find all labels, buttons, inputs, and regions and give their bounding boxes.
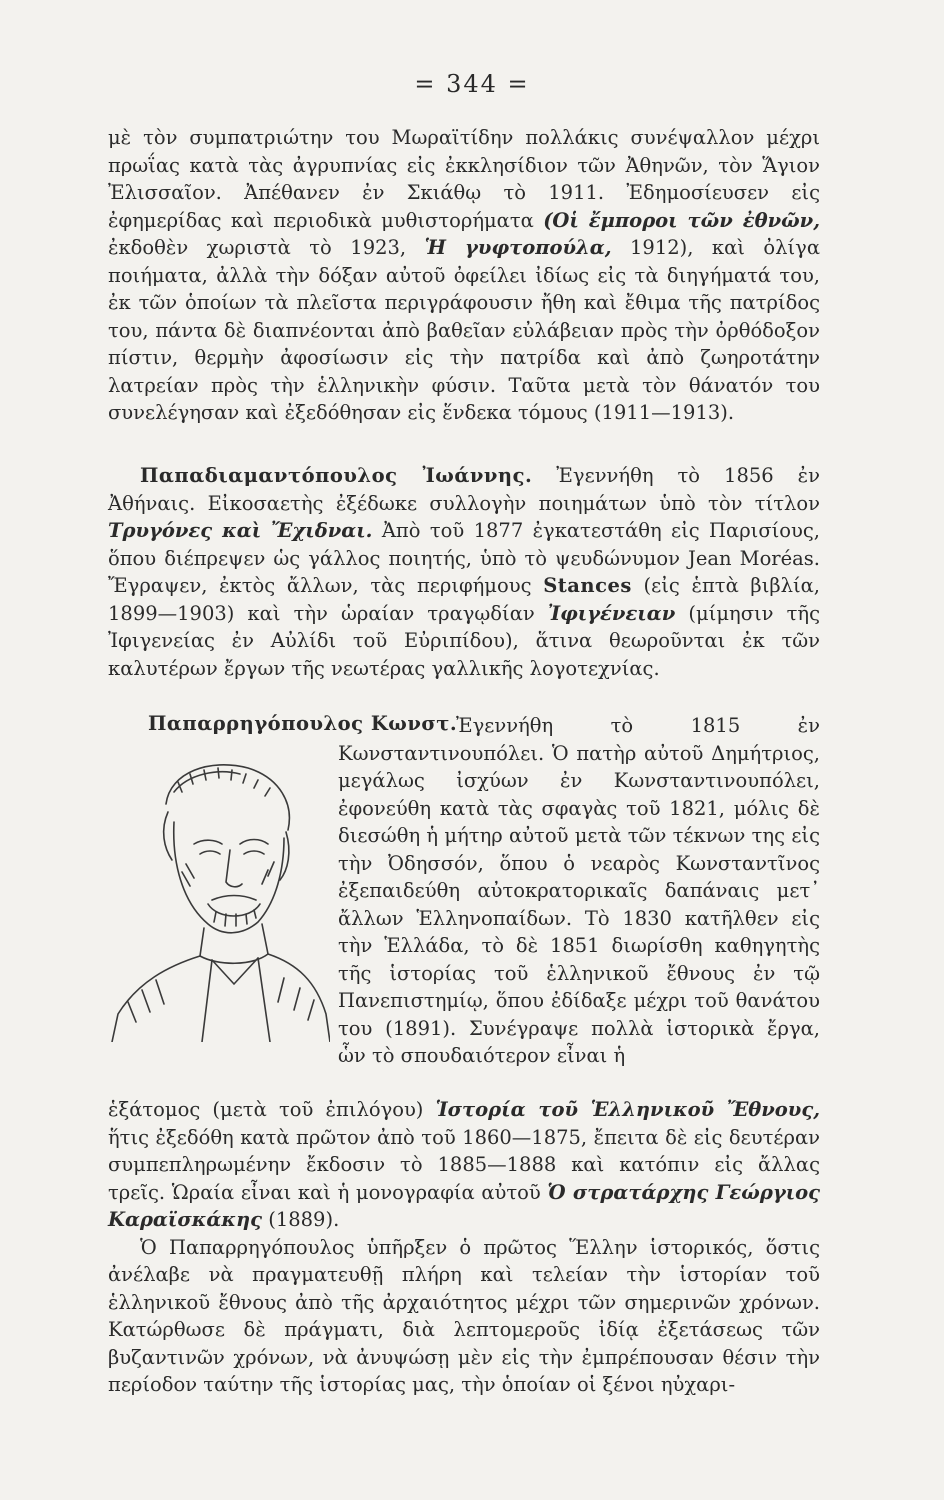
work-title: Ἱστορία τοῦ Ἑλληνικοῦ Ἔθνους,	[435, 1098, 820, 1121]
portrait-illustration	[108, 752, 330, 1042]
paragraph: ἑξάτομος (μετὰ τοῦ ἐπιλόγου) Ἱστορία τοῦ Ἑλληνικοῦ Ἔθνους, ἥτις ἐξεδόθη κατὰ πρῶτον ἀπὸ τοῦ 1860—1875, ἔπειτα δὲ εἰς δευτέραν συμπεπληρωμένην ἔκδοσιν τὸ 1885—1888 καὶ κατόπιν εἰς ἄλλας τρεῖς. Ὡραία εἶναι καὶ ἡ μονογραφία αὐτοῦ Ὁ στρατάρχης Γεώργιος Καραϊσκάκης (1889).	[108, 1098, 821, 1231]
paragraph: Ὁ Παπαρρηγόπουλος ὑπῆρξεν ὁ πρῶτος Ἕλλην ἱστορικός, ὅστις ἀνέλαβε νὰ πραγματευθῇ πλήρη καὶ τελείαν τὴν ἱστορίαν τοῦ ἑλληνικοῦ ἔθνους ἀπὸ τῆς ἀρχαιότητος μέχρι τῶν σημερινῶν χρόνων. Κατώρθωσε δὲ πράγματι, διὰ λεπτομεροῦς ἰδίᾳ ἐξετάσεως τῶν βυζαντινῶν χρόνων, νὰ ἀνυψώσῃ μὲν εἰς τὴν ἐμπρέπουσαν θέσιν τὴν περίοδον ταύτην τῆς ἱστορίας μας, τὴν ὁποίαν οἱ ξένοι ηὐχαρι-	[108, 1235, 820, 1396]
paragraph: μὲ τὸν συμπατριώτην του Μωραϊτίδην πολλάκις συνέψαλλον μέχρι πρωΐας κατὰ τὰς ἀγρυπνίας εἰς ἐκκλησίδιον τῶν Ἀθηνῶν, τὸν Ἅγιον Ἐλισσαῖον. Ἀπέθανεν ἐν Σκιάθῳ τὸ 1911. Ἐδημοσίευσεν εἰς ἐφημερίδας καὶ περιοδικὰ μυθιστορήματα (Οἱ ἔμποροι τῶν ἐθνῶν, ἐκδοθὲν χωριστὰ τὸ 1923, Ἡ γυφτοπούλα, 1912), καὶ ὀλίγα ποιήματα, ἀλλὰ τὴν δόξαν αὐτοῦ ὀφείλει ἰδίως εἰς τὰ διηγήματά του, ἐκ τῶν ὁποίων τὰ πλεῖστα περιγράφουσιν ἤθη καὶ ἔθιμα τῆς πατρίδος του, πάντα δὲ διαπνέονται ἀπὸ βαθεῖαν εὐλάβειαν πρὸς τὴν ὀρθόδοξον πίστιν, θερμὴν ἀφοσίωσιν εἰς τὴν πατρίδα καὶ ἀπὸ ζωηροτάτην λατρείαν πρὸς τὴν ἑλληνικὴν φύσιν. Ταῦτα μετὰ τὸν θάνατόν του συνελέγησαν καὶ ἐξεδόθησαν εἰς ἕνδεκα τόμους (1911—1913).	[108, 126, 821, 424]
paragraph: Ἐγεννήθη τὸ 1815 ἐν Κωνσταντινουπόλει. Ὁ πατὴρ αὐτοῦ Δημήτριος, μεγάλως ἰσχύων ἐν Κωνσταντινουπόλει, ἐφονεύθη κατὰ τὰς σφαγὰς τοῦ 1821, μόλις δὲ διεσώθη ἡ μήτηρ αὐτοῦ μετὰ τῶν τέκνων της εἰς τὴν Ὀδησσόν, ὅπου ὁ νεαρὸς Κωνσταντῖνος ἐξεπαιδεύθη αὐτοκρατορικαῖς δαπάναις μετ᾽ ἄλλων Ἑλληνοπαίδων. Τὸ 1830 κατῆλθεν εἰς τὴν Ἑλλάδα, τὸ δὲ 1851 διωρίσθη καθηγητὴς τῆς ἱστορίας τοῦ ἑλληνικοῦ ἔθνους ἐν τῷ Πανεπιστημίῳ, ὅπου ἐδίδαξε μέχρι τοῦ θανάτου του (1891). Συνέγραψε πολλὰ ἱστορικὰ ἔργα, ὧν τὸ σπουδαιότερον εἶναι ἡ	[338, 714, 820, 1067]
work-title: Ἰφιγένειαν	[547, 601, 676, 625]
work-title: Τρυγόνες καὶ Ἔχιδναι.	[108, 519, 373, 542]
work-title: Ἡ γυφτοπούλα,	[424, 236, 612, 259]
entry-name: Παπαδιαμαντόπουλος Ἰωάννης.	[140, 464, 533, 487]
paragraph: Παπαδιαμαντόπουλος Ἰωάννης. Ἐγεννήθη τὸ 1856 ἐν Ἀθήναις. Εἰκοσαετὴς ἐξέδωκε συλλογὴν ποιημάτων ὑπὸ τὸν τίτλον Τρυγόνες καὶ Ἔχιδναι. Ἀπὸ τοῦ 1877 ἐγκατεστάθη εἰς Παρισίους, ὅπου διέπρεψεν ὡς γάλλος ποιητής, ὑπὸ τὸ ψευδώνυμον Jean Moréas. Ἔγραψεν, ἐκτὸς ἄλλων, τὰς περιφήμους Stances (εἰς ἑπτὰ βιβλία, 1899—1903) καὶ τὴν ὡραίαν τραγῳδίαν Ἰφιγένειαν (μίμησιν τῆς Ἰφιγενείας ἐν Αὐλίδι τοῦ Εὐριπίδου), ἅτινα θεωροῦνται ἐκ τῶν καλυτέρων ἔργων τῆς νεωτέρας γαλλικῆς λογοτεχνίας.	[108, 464, 821, 680]
entry-papadiamantopoulos	[108, 462, 820, 682]
entry-paparrigopoulos-continued	[108, 1096, 820, 1399]
work-title: Stances	[543, 574, 632, 597]
work-title: (Οἱ ἔμποροι τῶν ἐθνῶν,	[543, 208, 821, 232]
page-number: = 344 =	[414, 70, 530, 98]
entry-name: Παπαρρηγόπουλος Κωνστ.	[148, 712, 458, 735]
entry-paparrigopoulos-text	[338, 712, 820, 1070]
work-title: Ὁ στρατάρχης Γεώργιος Καραϊσκάκης	[108, 1180, 821, 1231]
entry-moraitidis-continuation	[108, 124, 820, 427]
